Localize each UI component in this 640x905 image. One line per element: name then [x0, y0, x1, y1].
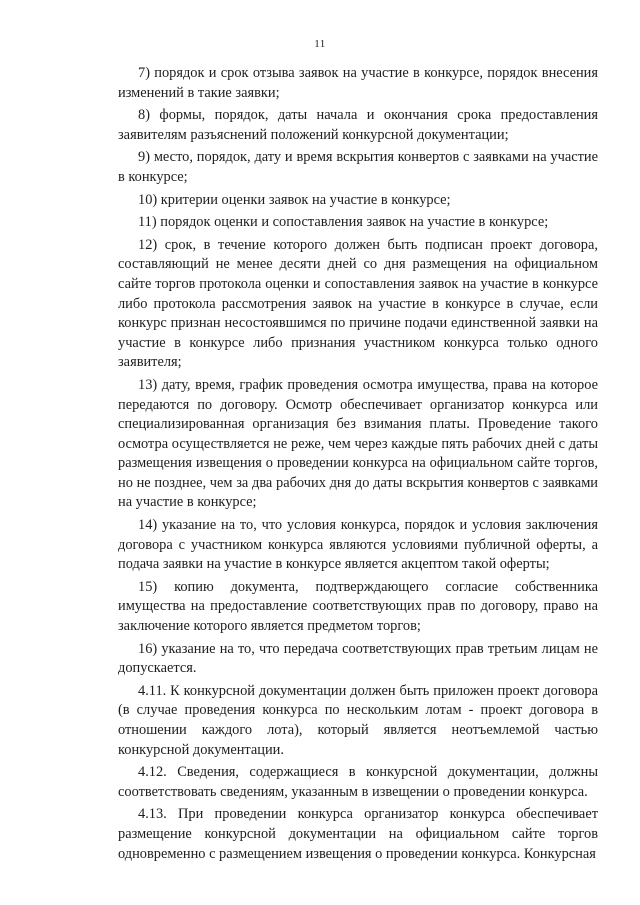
paragraph-item-12: 12) срок, в течение которого должен быть подписан проект договора, составляющий не менее десяти дней со дня размещения на официальном сайте торгов протокола оценки и сопоставления заявок на участие в конкурсе либо протокола рассмотрения заявок на участие в конкурсе в случае, если конкурс признан несостоявшимся по причине подачи единственной заявки на участие в конкурсе либо признания участником конкурса только одного заявителя; [118, 236, 598, 371]
paragraph-item-16: 16) указание на то, что передача соответствующих прав третьим лицам не допускается. [118, 640, 598, 677]
paragraph-item-7: 7) порядок и срок отзыва заявок на участие в конкурсе, порядок внесения изменений в такие заявки; [118, 65, 598, 101]
paragraph-4-11: 4.11. К конкурсной документации должен быть приложен проект договора (в случае проведения конкурса по нескольким лотам - проект договора в отношении каждого лота), который является неотъемлемой частью конкурсной документации. [118, 682, 598, 758]
paragraph-item-10: 10) критерии оценки заявок на участие в конкурсе; [138, 191, 451, 208]
paragraph-item-14: 14) указание на то, что условия конкурса, порядок и условия заключения договора с участником конкурса являются условиями публичной оферты, а подача заявки на участие в конкурсе является акцептом такой оферты; [118, 517, 598, 573]
paragraph-item-13: 13) дату, время, график проведения осмотра имущества, права на которое передаются по договору. Осмотр обеспечивает организатор конкурса или специализированная организация без взимания платы. Проведение такого осмотра осуществляется не реже, чем через каждые пять рабочих дней с даты размещения извещения о проведении конкурса на официальном сайте торгов, но не позднее, чем за два рабочих дня до даты вскрытия конвертов с заявками на участие в конкурсе; [118, 376, 598, 511]
paragraph-item-11: 11) порядок оценки и сопоставления заявок на участие в конкурсе; [138, 214, 549, 231]
paragraph-item-8: 8) формы, порядок, даты начала и окончания срока предоставления заявителям разъяснений положений конкурсной документации; [118, 107, 598, 143]
paragraph-item-15: 15) копию документа, подтверждающего согласие собственника имущества на предоставление соответствующих прав по договору, право на заключение которого является предметом торгов; [118, 578, 598, 635]
paragraph-4-12: 4.12. Сведения, содержащиеся в конкурсной документации, должны соответствовать сведениям, указанным в извещении о проведении конкурса. [118, 764, 598, 800]
page-number: 11 [314, 38, 326, 50]
document-body [118, 64, 598, 867]
paragraph-4-13: 4.13. При проведении конкурса организатор конкурса обеспечивает размещение конкурсной документации на официальном сайте торгов одновременно с размещением извещения о проведении конкурса. Конкурсная [118, 806, 598, 862]
paragraph-item-9: 9) место, порядок, дату и время вскрытия конвертов с заявками на участие в конкурсе; [118, 149, 598, 185]
